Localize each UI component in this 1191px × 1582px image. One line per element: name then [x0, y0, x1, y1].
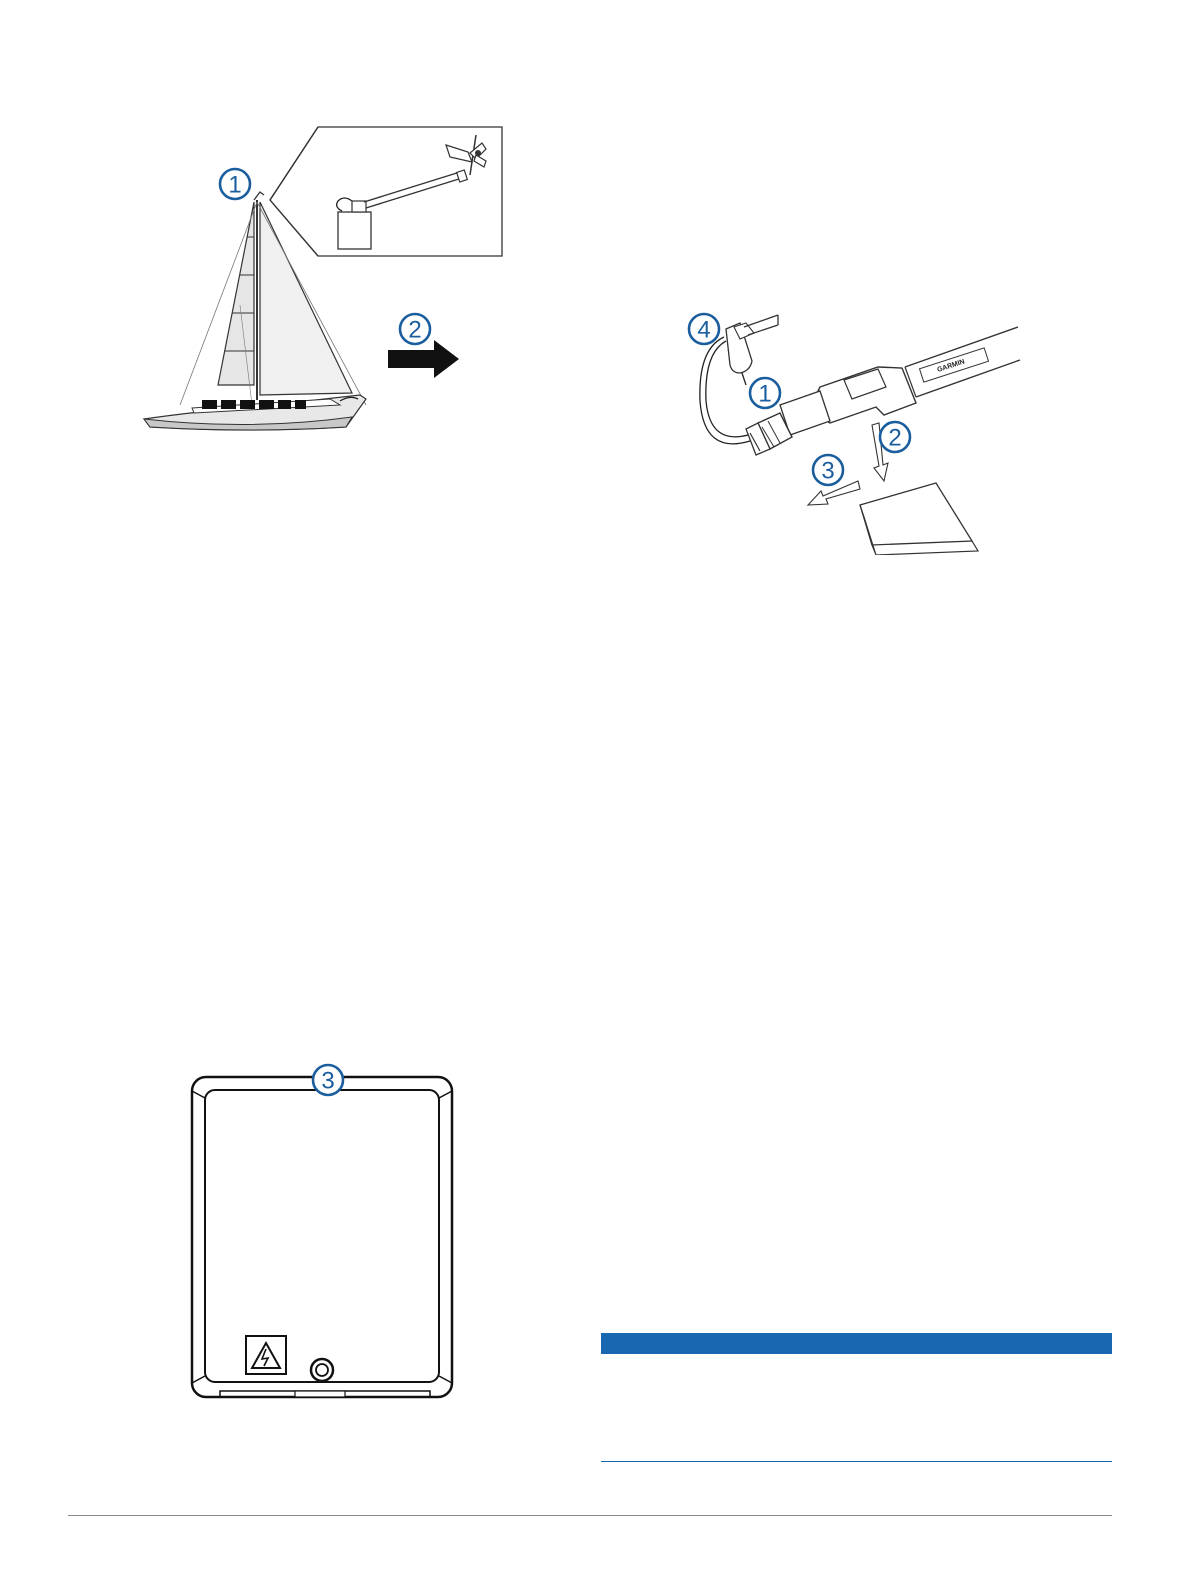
notice-header-bar [601, 1333, 1112, 1354]
callout-masthead [220, 169, 250, 199]
callout-out [813, 455, 843, 485]
mount-block [338, 212, 371, 249]
transducer-logo: GARMIN [936, 358, 966, 374]
enclosure-figure [180, 1060, 470, 1410]
svg-text:1: 1 [758, 380, 772, 408]
footer-rule [68, 1515, 1112, 1516]
callout-box-top [313, 1065, 343, 1095]
svg-text:3: 3 [821, 457, 835, 485]
callout-down [880, 422, 910, 452]
svg-text:3: 3 [321, 1067, 335, 1095]
notice-bottom-rule [601, 1461, 1112, 1462]
svg-text:2: 2 [408, 316, 422, 344]
electrical-hazard-icon [246, 1336, 286, 1374]
arrow-right-icon [388, 340, 459, 378]
callout-direction [400, 314, 430, 344]
enclosure-panel [205, 1090, 439, 1382]
svg-text:1: 1 [228, 171, 242, 199]
cable-removal-figure [680, 305, 1030, 555]
sailboat-figure [130, 115, 510, 435]
main-sail [218, 202, 254, 385]
callout-nut [750, 378, 780, 408]
svg-text:2: 2 [888, 424, 902, 452]
callout-cap [689, 314, 719, 344]
mounting-plate [860, 483, 972, 545]
svg-text:4: 4 [697, 316, 711, 344]
